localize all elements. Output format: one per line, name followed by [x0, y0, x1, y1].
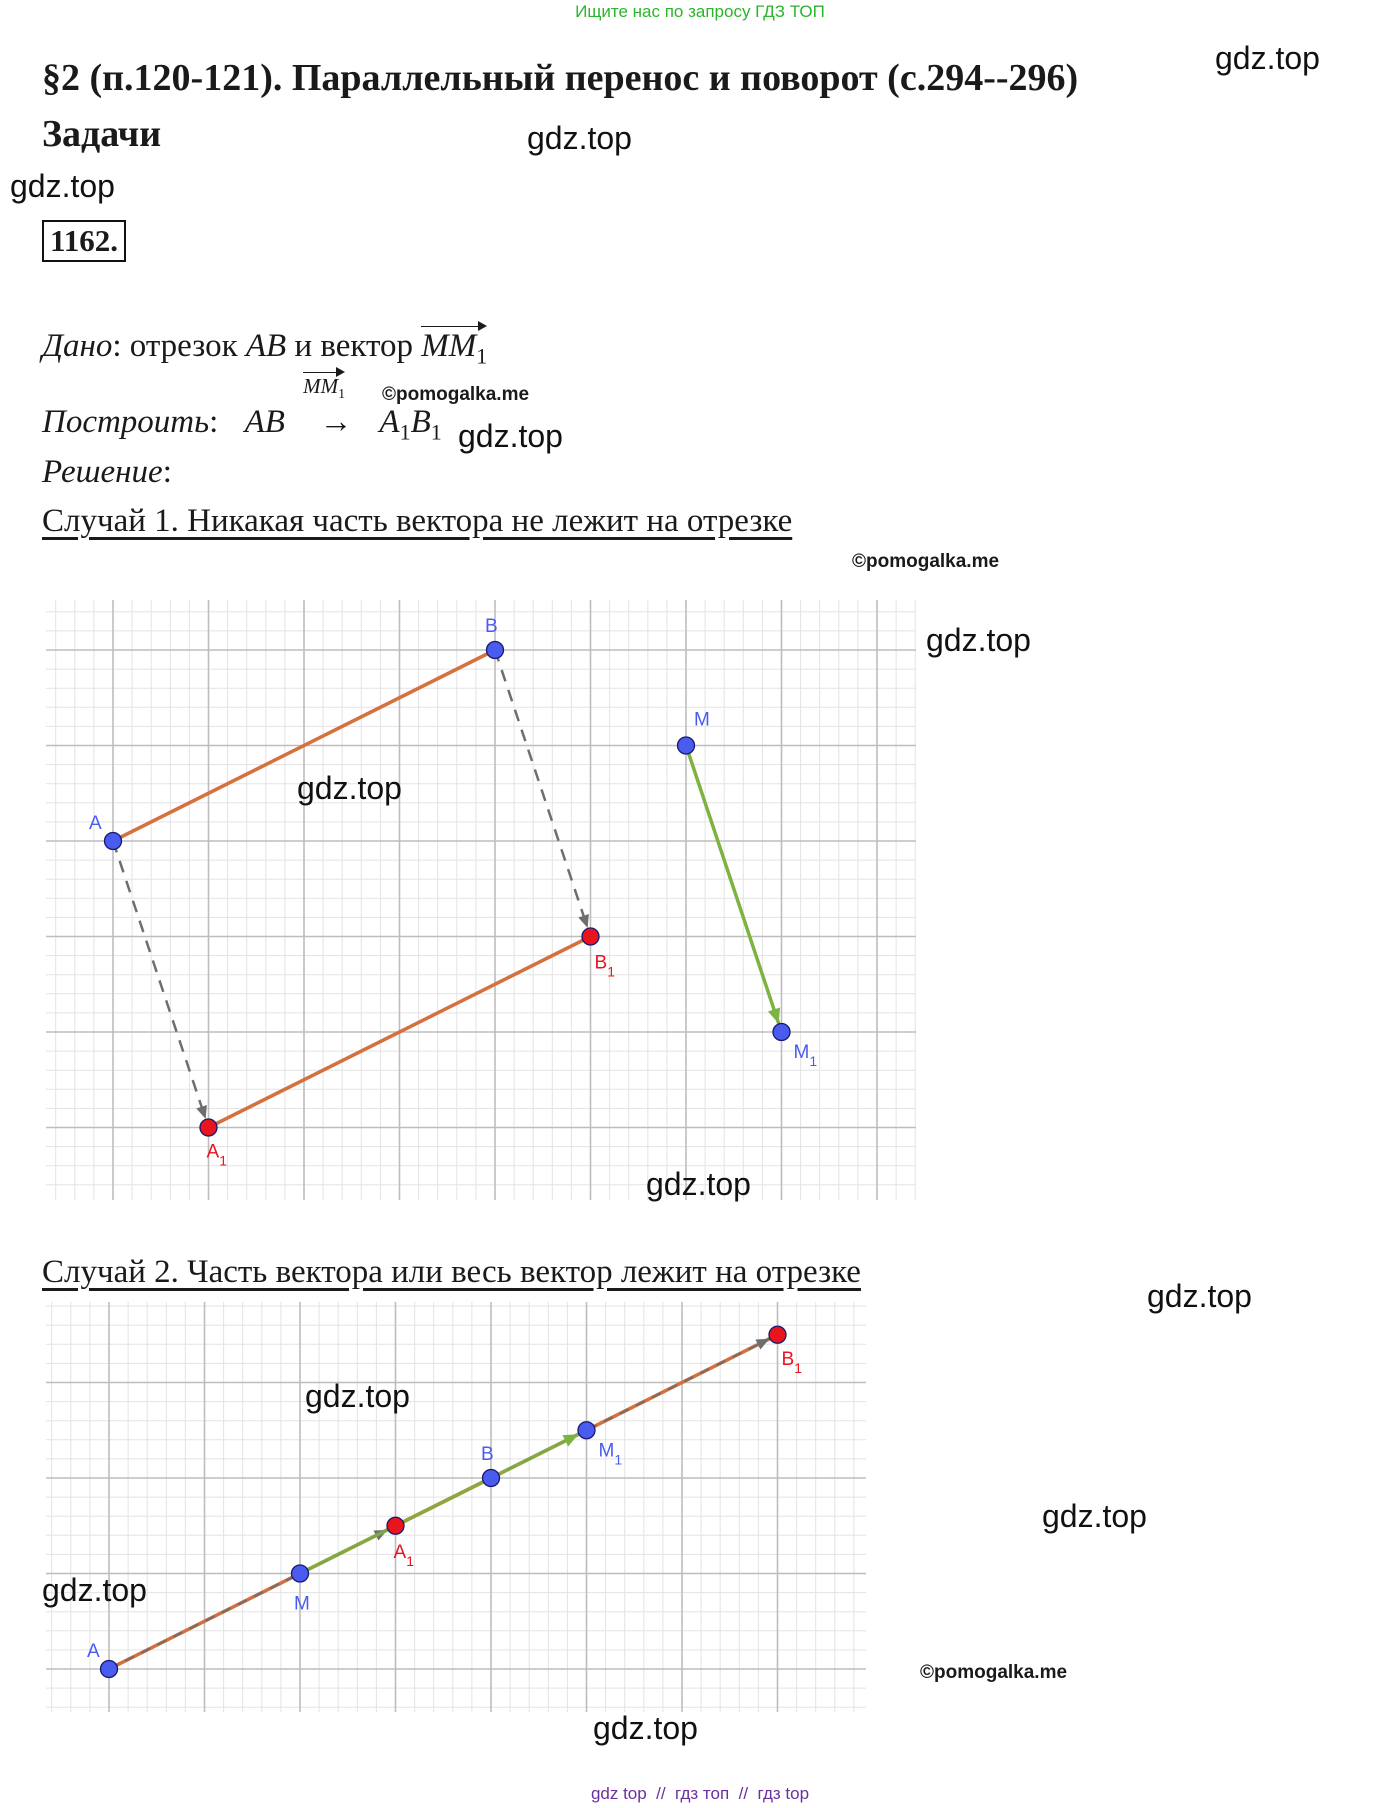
point-label-a1: $A_1$ [206, 1141, 227, 1169]
task-number: 1162. [50, 223, 119, 258]
copyright-mark: ©pomogalka.me [852, 551, 1000, 572]
point-m [292, 1565, 309, 1582]
given-and-vector: и вектор [294, 328, 413, 364]
construct-line [42, 374, 442, 446]
construct-result [379, 404, 442, 445]
point-m [678, 737, 695, 754]
point-a [105, 833, 122, 850]
section-subtitle: Задачи [42, 113, 162, 155]
given-segment: AB [245, 328, 287, 364]
case2-segments [109, 1335, 778, 1669]
case1-heading: Случай 1. Никакая часть вектора не лежит на отрезке [42, 503, 793, 539]
point-label-m: M [694, 709, 710, 731]
case1-segments [113, 650, 780, 1128]
watermark: gdz.top [1215, 40, 1320, 76]
construct-segment: AB [244, 404, 285, 440]
construct-over-vector [303, 374, 345, 403]
point-label-m: M [294, 1593, 310, 1615]
construct-b-sub: 1 [430, 419, 442, 445]
given-vector-sub: 1 [476, 343, 488, 369]
construct-mapping [303, 374, 357, 441]
watermark: gdz.top [305, 1378, 410, 1414]
vector-mm1 [686, 746, 779, 1024]
point-label-b1: $B_1$ [781, 1348, 802, 1376]
case1-grid [46, 600, 916, 1200]
construct-over-name: MM [303, 374, 339, 398]
point-label-a: A [87, 1641, 100, 1662]
point-label-b1: $B_1$ [594, 952, 615, 980]
watermark: gdz.top [527, 120, 632, 156]
construct-a-sub: 1 [399, 419, 411, 445]
point-label-b: B [481, 1444, 494, 1465]
point-m1 [773, 1024, 790, 1041]
translation-arrowhead [578, 914, 589, 928]
given-label: Дано [42, 328, 113, 364]
watermark: gdz.top [646, 1166, 751, 1202]
point-b1 [769, 1326, 786, 1343]
footer-links[interactable]: gdz top // гдз топ // гдз top [590, 1784, 810, 1803]
point-a [101, 1661, 118, 1678]
point-label-m1: $M_1$ [598, 1440, 623, 1468]
watermark: gdz.top [297, 770, 402, 806]
watermark: gdz.top [593, 1710, 698, 1746]
construct-b: B [410, 404, 431, 440]
watermark: gdz.top [926, 622, 1031, 658]
solution-label: Решение [42, 454, 163, 490]
point-a1 [200, 1119, 217, 1136]
copyright-mark: ©pomogalka.me [382, 384, 530, 405]
watermark: gdz.top [42, 1572, 147, 1608]
construct-label: Построить [42, 404, 210, 440]
task-number-box [42, 220, 126, 262]
construct-colon: : [209, 404, 219, 440]
point-a1 [387, 1517, 404, 1534]
watermark: gdz.top [458, 418, 563, 454]
point-b1 [582, 928, 599, 945]
point-b [483, 1470, 500, 1487]
case2-grid [46, 1302, 866, 1712]
point-label-b: B [485, 616, 498, 637]
point-label-a1: $A_1$ [393, 1541, 414, 1569]
construct-over-sub: 1 [338, 387, 346, 403]
case2-graph [46, 1302, 866, 1712]
page-title: §2 (п.120-121). Параллельный перенос и поворот (с.294--296) [42, 57, 1079, 99]
vector-mm1 [300, 1434, 578, 1573]
vector-arrowhead [768, 1008, 780, 1024]
watermark: gdz.top [1042, 1498, 1147, 1534]
solution-colon: : [162, 454, 172, 490]
given-text: : отрезок [112, 328, 238, 364]
point-label-a: A [89, 813, 102, 834]
point-m1 [578, 1422, 595, 1439]
point-label-m1: $M_1$ [793, 1042, 818, 1069]
top-search-link[interactable]: Ищите нас по запросу ГДЗ ТОП [575, 2, 825, 21]
case1-graph [46, 600, 916, 1200]
translation-path-a [113, 841, 206, 1119]
translation-path-b [495, 650, 588, 928]
case2-heading: Случай 2. Часть вектора или весь вектор лежит на отрезке [42, 1254, 861, 1290]
point-b [487, 642, 504, 659]
watermark: gdz.top [1147, 1278, 1252, 1314]
construct-arrow: → [319, 404, 353, 440]
translation-arrowhead [196, 1105, 207, 1119]
construct-a: A [379, 404, 400, 440]
given-vector-name: MM [421, 328, 477, 364]
watermark: gdz.top [10, 168, 115, 204]
given-line [42, 328, 487, 370]
solution-line [42, 454, 172, 491]
copyright-mark: ©pomogalka.me [920, 1662, 1068, 1683]
given-vector [421, 328, 487, 370]
case1-points [89, 616, 817, 1169]
